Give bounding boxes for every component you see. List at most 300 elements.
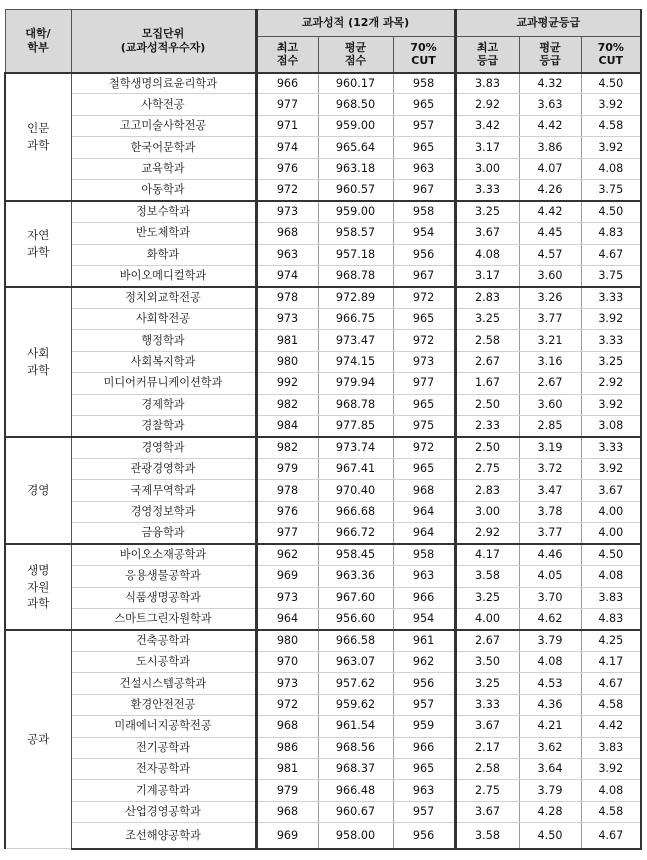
grade-max-cell: 3.25 [455,673,519,694]
score-cut-cell: 973 [393,351,455,372]
table-row [5,780,641,801]
score-avg-cell: 959.62 [318,694,393,715]
grade-avg-cell: 3.64 [519,759,581,780]
grade-avg-cell: 3.79 [519,780,581,801]
grade-avg-cell: 3.78 [519,501,581,522]
dept-name-cell: 고고미술사학전공 [71,115,256,136]
score-max-cell: 978 [256,287,318,308]
grade-avg-cell: 4.26 [519,180,581,201]
table-row [5,244,641,265]
grade-cut-cell: 4.83 [581,608,641,629]
header-score-group: 교과성적 (12개 과목) [256,10,455,37]
dept-name-cell: 전자공학과 [71,759,256,780]
dept-name-cell: 건축공학과 [71,630,256,651]
table-row [5,73,641,94]
grade-max-cell: 3.83 [455,73,519,94]
score-cut-cell: 965 [393,137,455,158]
score-avg-cell: 967.60 [318,587,393,608]
table-row [5,94,641,115]
grade-avg-cell: 3.47 [519,480,581,501]
grade-avg-cell: 4.62 [519,608,581,629]
grade-max-cell: 3.17 [455,137,519,158]
dept-name-cell: 기계공학과 [71,780,256,801]
grade-max-cell: 3.42 [455,115,519,136]
score-cut-cell: 965 [393,394,455,415]
score-max-cell: 973 [256,673,318,694]
score-max-cell: 992 [256,373,318,394]
table-row [5,201,641,222]
score-cut-cell: 959 [393,716,455,737]
header-college: 대학/ 학부 [5,10,71,73]
grade-cut-cell: 3.08 [581,416,641,437]
score-cut-cell: 975 [393,416,455,437]
grade-max-cell: 3.25 [455,201,519,222]
score-avg-cell: 968.50 [318,94,393,115]
grade-max-cell: 2.92 [455,94,519,115]
score-cut-cell: 965 [393,458,455,479]
score-max-cell: 971 [256,115,318,136]
score-cut-cell: 954 [393,608,455,629]
score-cut-cell: 967 [393,180,455,201]
grade-avg-cell: 4.07 [519,158,581,179]
table-row [5,608,641,629]
dept-name-cell: 경제학과 [71,394,256,415]
grade-cut-cell: 4.08 [581,780,641,801]
score-cut-cell: 968 [393,480,455,501]
table-row [5,115,641,136]
score-max-cell: 984 [256,416,318,437]
score-cut-cell: 963 [393,780,455,801]
score-avg-cell: 966.58 [318,630,393,651]
grade-max-cell: 3.67 [455,223,519,244]
score-max-cell: 968 [256,801,318,822]
dept-name-cell: 국제무역학과 [71,480,256,501]
dept-name-cell: 바이오메디컬학과 [71,265,256,286]
score-max-cell: 981 [256,330,318,351]
score-avg-cell: 956.60 [318,608,393,629]
grade-avg-cell: 3.60 [519,265,581,286]
table-row [5,330,641,351]
dept-name-cell: 스마트그린자원학과 [71,608,256,629]
grade-avg-cell: 3.70 [519,587,581,608]
grade-max-cell: 2.83 [455,480,519,501]
score-max-cell: 976 [256,501,318,522]
grade-cut-cell: 4.00 [581,501,641,522]
grade-avg-cell: 4.36 [519,694,581,715]
grade-max-cell: 2.58 [455,759,519,780]
table-row [5,566,641,587]
table-row [5,523,641,544]
grade-cut-cell: 3.92 [581,458,641,479]
dept-name-cell: 식품생명공학과 [71,587,256,608]
score-max-cell: 974 [256,137,318,158]
score-max-cell: 986 [256,737,318,758]
grade-max-cell: 2.58 [455,330,519,351]
table-row [5,158,641,179]
grade-cut-cell: 3.92 [581,394,641,415]
grade-cut-cell: 3.83 [581,587,641,608]
header-grade-max: 최고 등급 [455,37,519,73]
score-avg-cell: 963.07 [318,651,393,672]
grade-avg-cell: 3.77 [519,308,581,329]
header-grade-avg: 평균 등급 [519,37,581,73]
grade-max-cell: 3.58 [455,566,519,587]
dept-name-cell: 철학생명의료윤리학과 [71,73,256,94]
score-cut-cell: 966 [393,587,455,608]
header-grade-group: 교과평균등급 [455,10,641,37]
dept-name-cell: 금융학과 [71,523,256,544]
grade-cut-cell: 4.25 [581,630,641,651]
grade-max-cell: 2.50 [455,437,519,458]
score-max-cell: 982 [256,437,318,458]
table-row [5,458,641,479]
score-avg-cell: 966.75 [318,308,393,329]
table-row [5,673,641,694]
table-row [5,137,641,158]
dept-name-cell: 건설시스템공학과 [71,673,256,694]
score-avg-cell: 963.18 [318,158,393,179]
grade-max-cell: 2.75 [455,780,519,801]
grade-max-cell: 2.75 [455,458,519,479]
grade-max-cell: 2.33 [455,416,519,437]
grade-cut-cell: 3.92 [581,94,641,115]
grade-max-cell: 4.00 [455,608,519,629]
grade-cut-cell: 4.50 [581,544,641,565]
score-cut-cell: 957 [393,115,455,136]
score-cut-cell: 964 [393,523,455,544]
grade-cut-cell: 4.58 [581,801,641,822]
dept-name-cell: 교육학과 [71,158,256,179]
grade-cut-cell: 3.33 [581,330,641,351]
score-avg-cell: 968.37 [318,759,393,780]
table-row [5,287,641,308]
grade-avg-cell: 4.42 [519,201,581,222]
table-row [5,351,641,372]
score-max-cell: 969 [256,823,318,849]
score-avg-cell: 973.74 [318,437,393,458]
grade-avg-cell: 4.46 [519,544,581,565]
table-row [5,544,641,565]
grade-cut-cell: 4.58 [581,115,641,136]
grade-avg-cell: 3.60 [519,394,581,415]
score-max-cell: 978 [256,480,318,501]
grade-cut-cell: 3.75 [581,180,641,201]
dept-name-cell: 조선해양공학과 [71,823,256,849]
score-cut-cell: 956 [393,673,455,694]
dept-name-cell: 사회학전공 [71,308,256,329]
grade-cut-cell: 4.08 [581,158,641,179]
score-avg-cell: 966.68 [318,501,393,522]
grade-avg-cell: 3.72 [519,458,581,479]
dept-name-cell: 아동학과 [71,180,256,201]
grade-avg-cell: 3.26 [519,287,581,308]
header-score-avg: 평균 점수 [318,37,393,73]
score-avg-cell: 963.36 [318,566,393,587]
dept-name-cell: 행정학과 [71,330,256,351]
grade-cut-cell: 4.50 [581,201,641,222]
dept-name-cell: 화학과 [71,244,256,265]
grade-max-cell: 2.17 [455,737,519,758]
dept-name-cell: 한국어문학과 [71,137,256,158]
score-cut-cell: 967 [393,265,455,286]
score-cut-cell: 958 [393,201,455,222]
score-cut-cell: 961 [393,630,455,651]
grade-max-cell: 3.33 [455,180,519,201]
dept-name-cell: 미래에너지공학전공 [71,716,256,737]
dept-name-cell: 사학전공 [71,94,256,115]
table-row [5,223,641,244]
score-avg-cell: 960.57 [318,180,393,201]
score-cut-cell: 962 [393,651,455,672]
score-avg-cell: 973.47 [318,330,393,351]
grade-max-cell: 4.17 [455,544,519,565]
grade-avg-cell: 4.08 [519,651,581,672]
score-cut-cell: 957 [393,694,455,715]
table-row [5,651,641,672]
grade-max-cell: 4.08 [455,244,519,265]
grade-max-cell: 2.67 [455,630,519,651]
grade-cut-cell: 4.67 [581,673,641,694]
score-max-cell: 979 [256,458,318,479]
grade-max-cell: 3.00 [455,501,519,522]
table-row [5,180,641,201]
score-cut-cell: 965 [393,94,455,115]
header-grade-cut: 70% CUT [581,37,641,73]
dept-name-cell: 정치외교학전공 [71,287,256,308]
grade-cut-cell: 3.75 [581,265,641,286]
table-row [5,694,641,715]
score-avg-cell: 958.00 [318,823,393,849]
dept-name-cell: 미디어커뮤니케이션학과 [71,373,256,394]
score-avg-cell: 968.78 [318,394,393,415]
grade-avg-cell: 3.16 [519,351,581,372]
grade-avg-cell: 4.50 [519,823,581,849]
table-row [5,759,641,780]
grade-cut-cell: 4.00 [581,523,641,544]
score-cut-cell: 966 [393,737,455,758]
table-row [5,437,641,458]
score-avg-cell: 961.54 [318,716,393,737]
dept-name-cell: 전기공학과 [71,737,256,758]
table-row [5,823,641,849]
grade-avg-cell: 3.86 [519,137,581,158]
score-max-cell: 972 [256,694,318,715]
dept-name-cell: 경영학과 [71,437,256,458]
score-avg-cell: 958.45 [318,544,393,565]
score-max-cell: 981 [256,759,318,780]
table-row [5,630,641,651]
score-avg-cell: 957.62 [318,673,393,694]
grade-max-cell: 2.83 [455,287,519,308]
score-max-cell: 970 [256,651,318,672]
score-avg-cell: 977.85 [318,416,393,437]
grade-max-cell: 2.92 [455,523,519,544]
grade-max-cell: 3.17 [455,265,519,286]
dept-name-cell: 경영정보학과 [71,501,256,522]
grade-avg-cell: 4.42 [519,115,581,136]
grade-cut-cell: 2.92 [581,373,641,394]
grade-avg-cell: 4.21 [519,716,581,737]
grade-max-cell: 3.67 [455,716,519,737]
header-unit: 모집단위 (교과성적우수자) [71,10,256,73]
score-avg-cell: 960.67 [318,801,393,822]
score-cut-cell: 964 [393,501,455,522]
header-score-max: 최고 점수 [256,37,318,73]
dept-name-cell: 응용생물공학과 [71,566,256,587]
table-row [5,394,641,415]
grade-max-cell: 3.25 [455,308,519,329]
table-row [5,308,641,329]
table-row [5,737,641,758]
college-cell: 자연 과학 [5,201,71,287]
table-row [5,373,641,394]
grade-max-cell: 3.50 [455,651,519,672]
college-cell: 생명 자원 과학 [5,544,71,630]
score-cut-cell: 954 [393,223,455,244]
score-avg-cell: 968.56 [318,737,393,758]
grade-cut-cell: 3.33 [581,287,641,308]
table-row [5,416,641,437]
grade-avg-cell: 4.45 [519,223,581,244]
grade-cut-cell: 3.92 [581,759,641,780]
grade-cut-cell: 4.67 [581,244,641,265]
score-max-cell: 964 [256,608,318,629]
grade-cut-cell: 3.92 [581,137,641,158]
score-max-cell: 977 [256,94,318,115]
grade-avg-cell: 3.63 [519,94,581,115]
score-cut-cell: 972 [393,330,455,351]
grade-cut-cell: 4.83 [581,223,641,244]
grade-cut-cell: 3.92 [581,308,641,329]
college-cell: 사회 과학 [5,287,71,437]
score-cut-cell: 965 [393,759,455,780]
grade-cut-cell: 4.08 [581,566,641,587]
score-cut-cell: 958 [393,544,455,565]
grade-avg-cell: 3.19 [519,437,581,458]
grade-cut-cell: 3.25 [581,351,641,372]
grade-max-cell: 3.00 [455,158,519,179]
score-max-cell: 973 [256,308,318,329]
grade-avg-cell: 4.53 [519,673,581,694]
score-max-cell: 980 [256,351,318,372]
grade-max-cell: 2.50 [455,394,519,415]
dept-name-cell: 경찰학과 [71,416,256,437]
score-avg-cell: 957.18 [318,244,393,265]
grade-cut-cell: 4.67 [581,823,641,849]
grade-avg-cell: 2.67 [519,373,581,394]
score-max-cell: 968 [256,223,318,244]
dept-name-cell: 관광경영학과 [71,458,256,479]
score-avg-cell: 966.72 [318,523,393,544]
score-avg-cell: 967.41 [318,458,393,479]
grade-avg-cell: 4.28 [519,801,581,822]
table-row [5,501,641,522]
score-cut-cell: 965 [393,308,455,329]
score-max-cell: 980 [256,630,318,651]
score-avg-cell: 960.17 [318,73,393,94]
grade-avg-cell: 4.05 [519,566,581,587]
table-row [5,801,641,822]
score-cut-cell: 977 [393,373,455,394]
score-avg-cell: 959.00 [318,115,393,136]
dept-name-cell: 바이오소재공학과 [71,544,256,565]
table-row [5,716,641,737]
dept-name-cell: 사회복지학과 [71,351,256,372]
grade-cut-cell: 3.33 [581,437,641,458]
score-max-cell: 962 [256,544,318,565]
grade-cut-cell: 3.83 [581,737,641,758]
score-max-cell: 977 [256,523,318,544]
grade-max-cell: 3.33 [455,694,519,715]
score-max-cell: 972 [256,180,318,201]
score-cut-cell: 956 [393,244,455,265]
score-cut-cell: 972 [393,287,455,308]
grade-cut-cell: 3.67 [581,480,641,501]
header-score-cut: 70% CUT [393,37,455,73]
grade-avg-cell: 3.62 [519,737,581,758]
score-avg-cell: 979.94 [318,373,393,394]
grade-avg-cell: 4.57 [519,244,581,265]
score-avg-cell: 966.48 [318,780,393,801]
college-cell: 인문 과학 [5,73,71,202]
dept-name-cell: 환경안전전공 [71,694,256,715]
score-avg-cell: 959.00 [318,201,393,222]
score-max-cell: 966 [256,73,318,94]
score-max-cell: 976 [256,158,318,179]
grade-cut-cell: 4.17 [581,651,641,672]
score-avg-cell: 968.78 [318,265,393,286]
grade-cut-cell: 4.42 [581,716,641,737]
grade-avg-cell: 4.32 [519,73,581,94]
score-max-cell: 979 [256,780,318,801]
college-cell: 공과 [5,630,71,849]
score-cut-cell: 963 [393,566,455,587]
grade-avg-cell: 3.77 [519,523,581,544]
grade-avg-cell: 3.79 [519,630,581,651]
grade-max-cell: 2.67 [455,351,519,372]
table-row [5,265,641,286]
admission-score-table [4,9,642,850]
grade-max-cell: 3.58 [455,823,519,849]
score-max-cell: 968 [256,716,318,737]
score-avg-cell: 970.40 [318,480,393,501]
score-cut-cell: 963 [393,158,455,179]
score-cut-cell: 956 [393,823,455,849]
score-max-cell: 963 [256,244,318,265]
grade-avg-cell: 3.21 [519,330,581,351]
table-body [5,73,641,849]
score-avg-cell: 974.15 [318,351,393,372]
grade-avg-cell: 2.85 [519,416,581,437]
grade-max-cell: 3.25 [455,587,519,608]
score-max-cell: 974 [256,265,318,286]
college-cell: 경영 [5,437,71,544]
dept-name-cell: 산업경영공학과 [71,801,256,822]
dept-name-cell: 반도체학과 [71,223,256,244]
score-cut-cell: 972 [393,437,455,458]
score-avg-cell: 958.57 [318,223,393,244]
grade-max-cell: 3.67 [455,801,519,822]
dept-name-cell: 도시공학과 [71,651,256,672]
grade-cut-cell: 4.50 [581,73,641,94]
score-cut-cell: 958 [393,73,455,94]
score-max-cell: 973 [256,587,318,608]
grade-cut-cell: 4.58 [581,694,641,715]
grade-max-cell: 1.67 [455,373,519,394]
score-cut-cell: 957 [393,801,455,822]
score-max-cell: 982 [256,394,318,415]
score-avg-cell: 972.89 [318,287,393,308]
